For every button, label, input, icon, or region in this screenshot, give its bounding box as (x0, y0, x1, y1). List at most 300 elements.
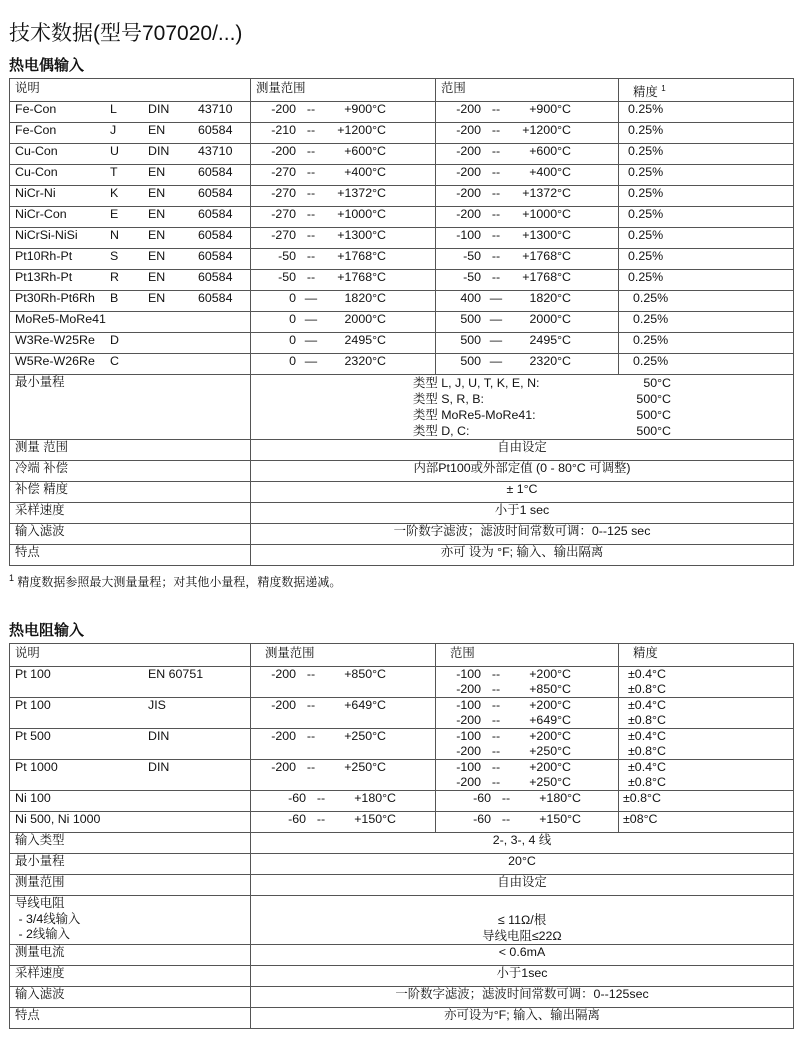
range-from: -200 (271, 667, 296, 681)
sensor-code: S (110, 249, 119, 263)
range-from: -50 (463, 249, 481, 263)
range-dash: -- (306, 729, 316, 743)
range-to: +1372°C (337, 186, 386, 200)
range-to: +250°C (344, 760, 386, 774)
range-cell (436, 186, 619, 207)
range-to: +649°C (344, 698, 386, 712)
sensor-standard: DIN (148, 760, 170, 774)
standard-number: 60584 (198, 270, 233, 284)
range-dash: -- (491, 698, 501, 712)
accuracy-value: 0.25% (628, 123, 664, 137)
sensor-name: Pt 100 (15, 667, 51, 681)
range-from: -50 (463, 270, 481, 284)
spec-row (10, 987, 794, 1008)
spec-label-text: 测量 范围 (15, 440, 69, 454)
measuring-range-cell (251, 698, 436, 729)
sensor-code: J (110, 123, 117, 137)
range-to: +600°C (529, 144, 571, 158)
spec-value-text: 2-, 3-, 4 线 (492, 833, 552, 847)
standard-number: 43710 (198, 144, 233, 158)
range-dash: -- (491, 713, 501, 727)
measuring-range-cell (251, 667, 436, 698)
sensor-code (110, 312, 148, 327)
measuring-range (256, 123, 386, 138)
measuring-range (256, 249, 386, 264)
table-header-row (10, 79, 794, 102)
sensor-cell (10, 165, 251, 186)
table-row (10, 812, 794, 833)
min-span-value: 500°C (636, 408, 671, 422)
table-row (10, 165, 794, 186)
sensor-name: W3Re-W25Re (15, 333, 95, 347)
range-from: -200 (456, 744, 481, 758)
range-to: +250°C (344, 729, 386, 743)
range-dash: -- (491, 775, 501, 789)
measuring-range-cell (251, 186, 436, 207)
range-to: 2000°C (529, 312, 571, 326)
spec-label-text: 采样速度 (15, 503, 65, 517)
spec-label (10, 854, 251, 875)
range-to: +200°C (529, 729, 571, 743)
sensor-cell (10, 102, 251, 123)
spec-row (10, 503, 794, 524)
standard-number (198, 354, 238, 369)
accuracy-value: ±0.8°C (628, 744, 666, 758)
spec-value (251, 482, 794, 503)
range-dash: -- (491, 165, 501, 179)
sensor-name: NiCr-Ni (15, 186, 56, 200)
accuracy-cell (619, 667, 794, 698)
accuracy-value: 0.25% (628, 144, 664, 158)
sensor-standard: EN (148, 207, 166, 221)
measuring-range (256, 144, 386, 159)
range-cell (436, 333, 619, 354)
range-from: -200 (456, 713, 481, 727)
spec-label (10, 440, 251, 461)
range-to: +649°C (529, 713, 571, 727)
spec-label (10, 461, 251, 482)
range-from: -200 (271, 698, 296, 712)
spec-value-text: 自由设定 (497, 440, 547, 454)
range-to: 2320°C (344, 354, 386, 368)
sensor-cell (10, 291, 251, 312)
standard-number: 60584 (198, 123, 233, 137)
table-row (10, 760, 794, 791)
range-to: 2320°C (529, 354, 571, 368)
min-span-value: 50°C (643, 376, 671, 390)
range-from: 500 (460, 333, 481, 347)
span-range (441, 228, 571, 243)
spec-value (251, 854, 794, 875)
spec-label (10, 987, 251, 1008)
sensor-cell (10, 186, 251, 207)
accuracy-cell (619, 312, 794, 333)
table-header-row (10, 644, 794, 667)
range-to: 1820°C (344, 291, 386, 305)
sensor-cell (10, 144, 251, 165)
range-from: 0 (289, 354, 296, 368)
spec-label-text: 最小量程 (15, 375, 65, 389)
accuracy-cell (619, 144, 794, 165)
spec-value-text: 内部Pt100或外部定值 (0 - 80°C 可调整) (413, 461, 631, 475)
sensor-standard (148, 333, 198, 348)
range-to: 2495°C (529, 333, 571, 347)
spec-label-text: 输入滤波 (15, 524, 65, 538)
spec-value-text: 20°C (508, 854, 536, 868)
accuracy-value: ±0.4°C (628, 698, 666, 712)
range-from: 400 (460, 291, 481, 305)
range-dash: -- (316, 812, 326, 826)
min-span-item (413, 391, 671, 407)
range-to: +900°C (529, 102, 571, 116)
measuring-range (256, 186, 386, 201)
table-row (10, 186, 794, 207)
spec-row (10, 545, 794, 566)
min-span-type: 类型 S, R, B: (413, 392, 484, 406)
span-range (441, 102, 571, 117)
spec-label (10, 503, 251, 524)
spec-row (10, 833, 794, 854)
spec-label-text: 输入类型 (15, 833, 65, 847)
accuracy-value: 0.25% (628, 249, 664, 263)
header-label: 范围 (450, 646, 475, 660)
accuracy-cell (619, 791, 794, 812)
range-dash: -- (491, 144, 501, 158)
range-cell (436, 698, 619, 729)
span-range (441, 667, 571, 682)
table-row (10, 698, 794, 729)
range-cell (436, 667, 619, 698)
accuracy-cell (619, 228, 794, 249)
header-label: 测量范围 (256, 81, 306, 95)
span-range (441, 123, 571, 138)
spec-value (251, 1008, 794, 1029)
measuring-range-cell (251, 228, 436, 249)
sensor-standard: EN (148, 291, 166, 305)
range-dash: -- (491, 123, 501, 137)
span-range (441, 698, 571, 713)
span-range (441, 760, 571, 775)
range-from: -60 (288, 812, 306, 826)
sensor-code: D (110, 333, 119, 347)
range-to: 1820°C (529, 291, 571, 305)
lead-sub-label: - 3/4线输入 (15, 911, 81, 926)
range-cell (436, 729, 619, 760)
range-to: +150°C (539, 812, 581, 826)
spec-value-text: 小于1 sec (494, 503, 550, 517)
spec-label (10, 482, 251, 503)
range-cell (436, 102, 619, 123)
min-span-item (413, 423, 671, 439)
accuracy-value: 0.25% (633, 291, 669, 305)
measuring-range-cell (251, 812, 436, 833)
spec-label-text: 特点 (15, 545, 40, 559)
accuracy-value: 0.25% (628, 186, 664, 200)
table-row (10, 312, 794, 333)
range-to: +1372°C (522, 186, 571, 200)
span-range (441, 207, 571, 222)
sensor-name: Ni 100 (15, 791, 51, 805)
spec-value-text: 自由设定 (497, 875, 547, 889)
range-cell (436, 791, 619, 812)
measuring-range-cell (251, 354, 436, 375)
range-dash: -- (306, 165, 316, 179)
range-dash: -- (306, 698, 316, 712)
sensor-standard: EN (148, 186, 166, 200)
span-range (451, 791, 581, 806)
span-range (441, 165, 571, 180)
measuring-range-cell (251, 123, 436, 144)
span-range (441, 249, 571, 264)
sensor-code: R (110, 270, 119, 284)
accuracy-cell (619, 186, 794, 207)
spec-label (10, 545, 251, 566)
spec-row (10, 966, 794, 987)
range-dash: -- (491, 207, 501, 221)
sensor-standard (148, 312, 198, 327)
table-row (10, 354, 794, 375)
spec-label-text: 补偿 精度 (15, 482, 69, 496)
range-to: +180°C (354, 791, 396, 805)
sensor-name: Pt 500 (15, 729, 51, 743)
spec-label-text: 特点 (15, 1008, 40, 1022)
range-cell (436, 228, 619, 249)
range-to: +900°C (344, 102, 386, 116)
spec-label-text: 采样速度 (15, 966, 65, 980)
spec-value (251, 945, 794, 966)
table-row (10, 291, 794, 312)
sensor-cell (10, 698, 251, 729)
range-cell (436, 207, 619, 228)
measuring-range-cell (251, 729, 436, 760)
sensor-standard: DIN (148, 144, 170, 158)
spec-row (10, 482, 794, 503)
span-range (441, 682, 571, 697)
range-from: -200 (271, 144, 296, 158)
header-cell (619, 79, 794, 102)
accuracy-cell (619, 354, 794, 375)
standard-number: 60584 (198, 207, 233, 221)
standard-number: 60584 (198, 249, 233, 263)
range-to: +250°C (529, 744, 571, 758)
standard-number: 60584 (198, 186, 233, 200)
range-cell (436, 270, 619, 291)
accuracy-value: 0.25% (633, 333, 669, 347)
measuring-range-cell (251, 333, 436, 354)
spec-value (251, 833, 794, 854)
standard-number: 60584 (198, 165, 233, 179)
header-cell (251, 79, 436, 102)
span-range (441, 291, 571, 306)
sensor-name: Cu-Con (15, 165, 58, 179)
sensor-code: T (110, 165, 118, 179)
range-dash: — (489, 333, 503, 347)
range-to: +150°C (354, 812, 396, 826)
range-from: -200 (271, 102, 296, 116)
accuracy-cell (619, 270, 794, 291)
range-dash: -- (306, 270, 316, 284)
spec-value-text: 亦可 设为 °F; 输入、输出隔离 (440, 545, 604, 559)
range-from: -210 (271, 123, 296, 137)
sensor-name: Fe-Con (15, 123, 57, 137)
standard-number: 60584 (198, 228, 233, 242)
spec-value-text: 亦可设为°F; 输入、输出隔离 (444, 1008, 600, 1022)
table-row (10, 102, 794, 123)
measuring-range (256, 333, 386, 348)
spec-label (10, 375, 251, 440)
header-label: 精度 (633, 646, 658, 660)
range-dash: -- (316, 791, 326, 805)
range-cell (436, 249, 619, 270)
accuracy-cell (619, 291, 794, 312)
spec-label (10, 896, 251, 945)
spec-label (10, 833, 251, 854)
range-cell (436, 291, 619, 312)
table-row (10, 333, 794, 354)
range-to: 2495°C (344, 333, 386, 347)
table-row (10, 123, 794, 144)
range-from: -60 (473, 791, 491, 805)
sensor-code: N (110, 228, 119, 242)
sensor-code: B (110, 291, 119, 305)
spec-row (10, 1008, 794, 1029)
header-cell (251, 644, 436, 667)
sensor-cell (10, 207, 251, 228)
spec-value (251, 503, 794, 524)
measuring-range-cell (251, 760, 436, 791)
measuring-range (256, 760, 386, 775)
table-row (10, 207, 794, 228)
min-span-value: 500°C (636, 424, 671, 438)
range-from: 0 (289, 291, 296, 305)
span-range (441, 333, 571, 348)
measuring-range-cell (251, 102, 436, 123)
measuring-range (256, 698, 386, 713)
range-from: -270 (271, 207, 296, 221)
spec-value (251, 896, 794, 945)
range-from: -200 (271, 760, 296, 774)
range-from: -100 (456, 760, 481, 774)
page-title: 技术数据(型号707020/...) (9, 22, 243, 45)
header-label: 说明 (15, 646, 40, 660)
sensor-code: L (110, 102, 117, 116)
range-to: +1768°C (522, 270, 571, 284)
thermocouple-table (9, 78, 794, 566)
spec-row (10, 854, 794, 875)
header-cell (436, 644, 619, 667)
span-range (441, 144, 571, 159)
range-dash: -- (491, 102, 501, 116)
measuring-range-cell (251, 165, 436, 186)
accuracy-value: ±0.4°C (628, 729, 666, 743)
accuracy-value: 0.25% (628, 228, 664, 242)
standard-number: 43710 (198, 102, 233, 116)
range-dash: -- (306, 249, 316, 263)
accuracy-value: ±0.8°C (628, 682, 666, 696)
range-to: +400°C (344, 165, 386, 179)
lead-value: 导线电阻≤22Ω (482, 929, 562, 943)
accuracy-cell (619, 123, 794, 144)
range-to: +200°C (529, 667, 571, 681)
span-range (441, 744, 571, 759)
spec-value-text: ± 1°C (506, 482, 538, 496)
header-label: 范围 (441, 81, 466, 95)
accuracy-cell (619, 698, 794, 729)
range-dash: -- (306, 667, 316, 681)
measuring-range (256, 207, 386, 222)
spec-value-text: 一阶数字滤波；滤波时间常数可调：0--125 sec (393, 524, 651, 538)
accuracy-value: 0.25% (628, 207, 664, 221)
measuring-range (266, 812, 396, 827)
measuring-range (256, 291, 386, 306)
measuring-range-cell (251, 144, 436, 165)
min-span-item (413, 407, 671, 423)
accuracy-cell (619, 729, 794, 760)
range-from: -200 (456, 682, 481, 696)
measuring-range-cell (251, 291, 436, 312)
sensor-standard: EN (148, 249, 166, 263)
range-from: -270 (271, 186, 296, 200)
table-row (10, 228, 794, 249)
range-from: 0 (289, 333, 296, 347)
range-dash: -- (491, 744, 501, 758)
range-from: -60 (288, 791, 306, 805)
spec-value-text: 一阶数字滤波；滤波时间常数可调：0--125sec (395, 987, 649, 1001)
table-row (10, 729, 794, 760)
measuring-range (256, 729, 386, 744)
range-from: 500 (460, 354, 481, 368)
min-span-type: 类型 D, C: (413, 424, 470, 438)
range-from: -200 (456, 165, 481, 179)
measuring-range (256, 312, 386, 327)
range-from: -200 (456, 775, 481, 789)
range-dash: -- (491, 228, 501, 242)
accuracy-value: 0.25% (628, 102, 664, 116)
sensor-name: Pt10Rh-Pt (15, 249, 73, 263)
spec-value (251, 461, 794, 482)
accuracy-value: 0.25% (628, 165, 664, 179)
range-from: -50 (278, 249, 296, 263)
accuracy-value: 0.25% (633, 354, 669, 368)
sensor-cell (10, 270, 251, 291)
accuracy-value: ±0.4°C (628, 760, 666, 774)
range-to: +1000°C (522, 207, 571, 221)
span-range (441, 270, 571, 285)
spec-label-text: 冷端 补偿 (15, 461, 69, 475)
sensor-cell (10, 249, 251, 270)
spec-value-text: 小于1sec (496, 966, 548, 980)
table-row (10, 249, 794, 270)
range-dash: -- (306, 228, 316, 242)
accuracy-value: ±0.8°C (628, 713, 666, 727)
spec-row (10, 875, 794, 896)
spec-label-text: 测量电流 (15, 945, 65, 959)
span-range (441, 354, 571, 369)
range-from: 500 (460, 312, 481, 326)
sensor-standard: EN (148, 123, 166, 137)
spec-value (251, 440, 794, 461)
range-dash: — (489, 354, 503, 368)
sensor-cell (10, 729, 251, 760)
table-row (10, 791, 794, 812)
range-dash: — (304, 333, 318, 347)
measuring-range (266, 791, 396, 806)
accuracy-cell (619, 165, 794, 186)
sensor-cell (10, 228, 251, 249)
sensor-standard: EN 60751 (148, 667, 204, 681)
sensor-standard: EN (148, 228, 166, 242)
lead-resistance-row (10, 896, 794, 945)
